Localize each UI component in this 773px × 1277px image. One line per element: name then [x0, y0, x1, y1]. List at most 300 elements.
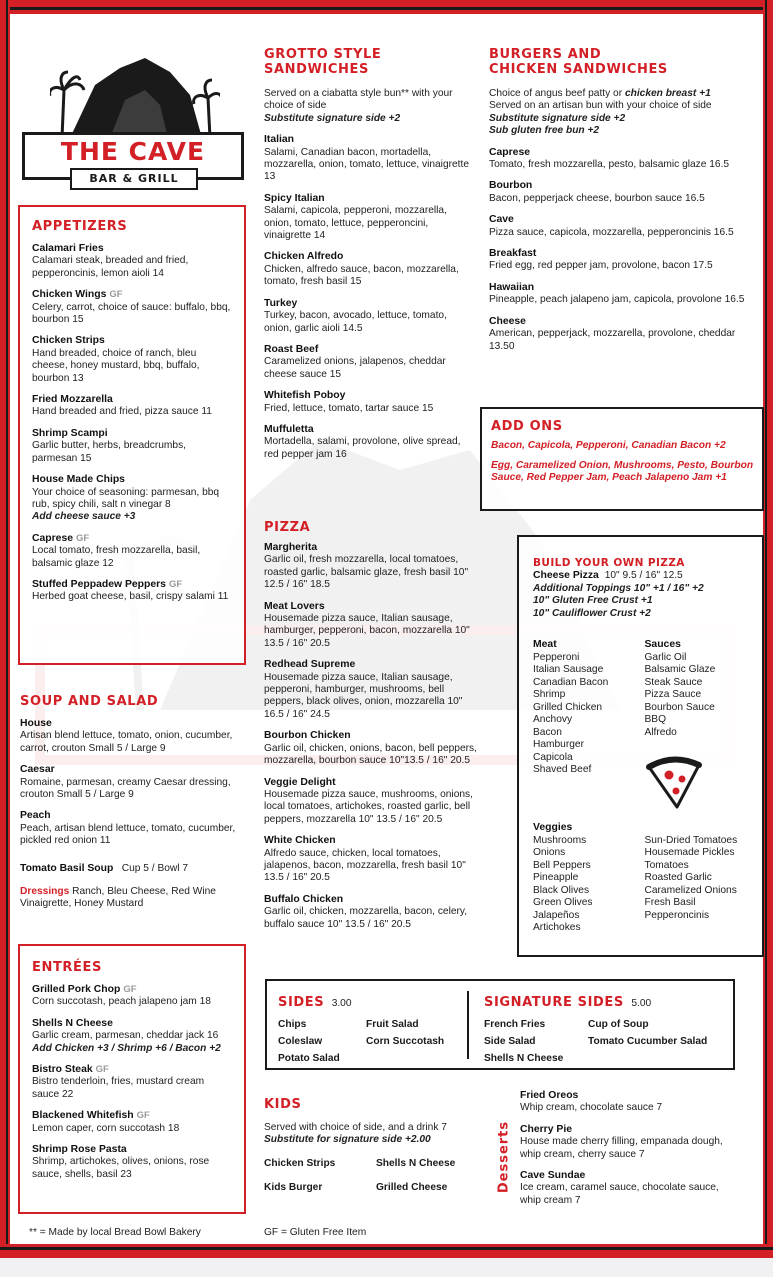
brand-subtitle: BAR & GRILL [70, 168, 198, 190]
topping-item: Bourbon Sauce [644, 701, 715, 713]
grid-item: Cup of Soup [588, 1019, 649, 1030]
menu-item [489, 248, 755, 273]
item-name-text: Grilled Pork Chop [32, 984, 121, 995]
item-name [489, 316, 755, 328]
topping-item: Housemade Pickles [644, 847, 735, 858]
topping-item: Shrimp [533, 689, 566, 700]
grid-item [366, 1053, 454, 1064]
item-description: American, pepperjack, mozzarella, provolone, cheddar 13.50 [489, 328, 736, 352]
item-description: Housemade pizza sauce, Italian sausage, hamburger, pepperoni, bacon, mozzarella 10" 13.5 / 16" 20.5 [264, 613, 470, 649]
grotto-section [264, 47, 476, 461]
byo-meat-sauce-columns [533, 639, 754, 816]
item-description: Corn succotash, peach jalapeno jam 18 [32, 996, 211, 1008]
item-name [264, 601, 478, 613]
menu-item [264, 659, 478, 721]
item-name [32, 1110, 234, 1122]
topping-item: Roasted Garlic [644, 872, 712, 883]
cave-rock-icon [50, 50, 220, 140]
item-name-text: Spicy Italian [264, 192, 325, 204]
burgers-intro-e: Sub gluten free bun +2 [489, 125, 600, 137]
menu-item [20, 718, 246, 755]
grid-item: Coleslaw [278, 1036, 323, 1047]
signature-sides-price: 5.00 [631, 998, 652, 1009]
add-ons-line1: Bacon, Capicola, Pepperoni, Canadian Bacon +2 [491, 440, 726, 451]
topping-item: Bell Peppers [533, 859, 591, 871]
burgers-title-line1: BURGERS AND [489, 47, 602, 62]
burgers-intro-b: chicken breast +1 [624, 88, 711, 99]
menu-item [32, 1018, 234, 1055]
item-name-text: Margherita [264, 542, 318, 553]
burgers-section [489, 47, 755, 353]
grid-item: Side Salad [484, 1036, 536, 1047]
item-name [489, 248, 755, 260]
item-name-text: House Made Chips [32, 474, 125, 486]
topping-item: Pineapple [533, 872, 579, 883]
item-description: Pineapple, peach jalapeno jam, capicola, provolone 16.5 [489, 294, 745, 306]
grotto-title-line2: SANDWICHES [264, 62, 369, 77]
item-name-text: Peach [20, 810, 51, 822]
item-name-text: Blackened Whitefish [32, 1110, 134, 1122]
soup-name: Tomato Basil Soup [20, 862, 114, 874]
frame-right-border [763, 0, 773, 1258]
item-description: Fried, lettuce, tomato, tartar sauce 15 [264, 402, 434, 414]
menu-item [32, 1144, 234, 1181]
signature-sides-header [484, 993, 734, 1011]
item-name [20, 718, 246, 730]
item-description: Whip cream, chocolate sauce 7 [520, 1102, 663, 1114]
item-description: Romaine, parmesan, creamy Caesar dressing, crouton Small 5 / Large 9 [20, 776, 231, 801]
item-name [264, 777, 478, 789]
menu-item [32, 474, 234, 524]
item-name-text: Stuffed Peppadew Peppers [32, 578, 166, 590]
item-description: Chicken, alfredo sauce, bacon, mozzarella, tomato, fresh basil 15 [264, 263, 459, 288]
appetizers-list [32, 243, 234, 604]
topping-item: Pepperoncinis [644, 909, 710, 921]
item-name-text: Shrimp Rose Pasta [32, 1144, 127, 1156]
grid-item: Tomato Cucumber Salad [588, 1036, 708, 1047]
item-name-text: Redhead Supreme [264, 659, 356, 671]
signature-sides-block [484, 993, 734, 1064]
item-name-text: Caesar [20, 764, 55, 776]
sides-title: SIDES [278, 995, 325, 1010]
burgers-list [489, 147, 755, 353]
item-name [520, 1170, 742, 1182]
item-name [264, 730, 478, 742]
topping-item: Black Olives [533, 884, 590, 896]
byo-cheese-line [533, 570, 754, 583]
item-name-text: Meat Lovers [264, 600, 325, 612]
item-description: Garlic oil, fresh mozzarella, local tomatoes, roasted garlic, balsamic glaze, fresh basil 10" 12.5 / 16" 18.5 [264, 554, 469, 591]
topping-item: Pizza Sauce [644, 689, 702, 700]
item-name-text: Bourbon [489, 180, 533, 192]
menu-item [489, 180, 755, 205]
soup-salad-section [20, 694, 246, 910]
menu-item [32, 579, 234, 604]
item-description: Your choice of seasoning: parmesan, bbq rub, spicy chili, salt n vinegar 8 [32, 486, 220, 510]
sides-block [278, 993, 468, 1064]
burgers-title-line2: CHICKEN SANDWICHES [489, 62, 668, 77]
add-ons-section [480, 407, 764, 511]
kids-intro: Served with choice of side, and a drink 7 [264, 1122, 447, 1133]
desserts-list [520, 1090, 742, 1207]
item-name [32, 243, 234, 255]
grotto-intro-extra: Substitute signature side +2 [264, 112, 401, 124]
soup-item [20, 858, 246, 876]
item-addon: Add cheese sauce +3 [32, 511, 136, 523]
topping-item: Hamburger [533, 739, 584, 750]
grid-item: Grilled Cheese [376, 1181, 448, 1193]
item-name [489, 282, 755, 294]
topping-item: Pepperoni [533, 651, 580, 663]
item-name [264, 835, 478, 847]
item-name-text: Veggie Delight [264, 776, 336, 788]
gluten-free-badge: GF [168, 578, 183, 590]
menu-item [489, 316, 755, 353]
item-name-text: Shells N Cheese [32, 1017, 113, 1029]
byo-sauce-column [643, 639, 755, 816]
item-description: Alfredo sauce, chicken, local tomatoes, jalapenos, bacon, mozzarella, fresh basil 10" 13.5 / 16" 20.5 [264, 847, 466, 884]
menu-item [520, 1090, 742, 1115]
grotto-list [264, 134, 476, 461]
salad-list [20, 718, 246, 848]
byo-gf-crust: 10" Gluten Free Crust +1 [533, 595, 653, 606]
pizza-slice-icon [643, 751, 707, 811]
byo-pizza-title: BUILD YOUR OWN PIZZA [533, 557, 685, 569]
menu-item [20, 810, 246, 847]
menu-item [520, 1170, 742, 1207]
item-name-text: Breakfast [489, 248, 537, 260]
item-name-text: Chicken Alfredo [264, 251, 344, 263]
item-name-text: Italian [264, 134, 295, 146]
item-name [264, 659, 478, 671]
menu-item [264, 424, 476, 461]
item-addon: Add Chicken +3 / Shrimp +6 / Bacon +2 [32, 1042, 221, 1054]
frame-bottom-border [0, 1244, 773, 1258]
grotto-intro: Served on a ciabatta style bun** with your choice of side [264, 88, 453, 112]
gluten-free-badge: GF [123, 984, 137, 995]
signature-sides-grid [484, 1019, 734, 1064]
menu-item [264, 251, 476, 288]
item-name [520, 1090, 742, 1102]
menu-item [264, 298, 476, 335]
topping-item: Onions [533, 847, 566, 858]
topping-item: Jalapeños [533, 909, 580, 921]
item-name-text: Caprese [32, 532, 74, 544]
pizza-list [264, 542, 478, 931]
item-name [32, 1064, 234, 1076]
item-description: Artisan blend lettuce, tomato, onion, cucumber, carrot, crouton Small 5 / Large 9 [20, 730, 233, 754]
sides-divider [467, 991, 469, 1059]
item-description: Pizza sauce, capicola, mozzarella, pepperoncinis 16.5 [489, 226, 734, 238]
menu-item [264, 601, 478, 651]
item-description: Housemade pizza sauce, mushrooms, onions, local tomatoes, artichokes, roasted garlic, bell peppers, mozzarella 10" 13.5 / 16" 20.5 [264, 788, 473, 825]
item-description: Garlic oil, chicken, mozzarella, bacon, celery, buffalo sauce 10" 13.5 / 16" 20.5 [264, 906, 468, 930]
grid-item [588, 1053, 728, 1064]
byo-cheese-label: Cheese Pizza [533, 570, 599, 581]
desserts-section [520, 1090, 742, 1207]
menu-item [264, 730, 478, 767]
byo-veggies-title: Veggies [533, 822, 573, 833]
menu-item [520, 1124, 742, 1161]
item-description: Mortadella, salami, provolone, olive spread, red pepper jam 16 [264, 436, 461, 460]
item-name [32, 394, 234, 406]
item-description: Housemade pizza sauce, Italian sausage, pepperoni, hamburger, mushrooms, bell peppers, black olives, onion, mozzarella 10" 16.5 / 16" 24.5 [264, 671, 463, 720]
menu-item [264, 344, 476, 381]
grid-item: Corn Succotash [366, 1036, 445, 1047]
topping-item: Artichokes [533, 922, 581, 933]
item-description: Ice cream, caramel sauce, chocolate sauce, whip cream 7 [520, 1182, 719, 1206]
pizza-title: PIZZA [264, 520, 311, 535]
menu-item [32, 984, 234, 1009]
desserts-title: Desserts [496, 1120, 512, 1194]
burgers-intro-c: Served on an artisan bun with your choice of side [489, 100, 712, 112]
item-description: Lemon caper, corn succotash 18 [32, 1122, 180, 1134]
menu-item [32, 533, 234, 570]
item-name-text: Turkey [264, 297, 298, 309]
item-description: Herbed goat cheese, basil, crispy salami 11 [32, 591, 229, 603]
topping-item: Balsamic Glaze [644, 664, 716, 675]
bread-footnote: ** = Made by local Bread Bowl Bakery [29, 1227, 201, 1238]
entrees-list [32, 984, 234, 1181]
dressings-list: Ranch, Bleu Cheese, Red Wine Vinaigrette, Honey Mustard [20, 885, 216, 910]
topping-item: Steak Sauce [644, 676, 703, 688]
item-name [32, 1018, 234, 1030]
gluten-free-badge: GF [136, 1110, 150, 1122]
byo-pizza-section [517, 535, 764, 957]
entrees-section [18, 944, 246, 1214]
pizza-section [264, 520, 478, 931]
kids-grid [264, 1158, 484, 1193]
burgers-intro-1 [489, 88, 755, 100]
item-name [20, 764, 246, 776]
item-name-text: Cheese [489, 315, 526, 327]
add-ons-title: ADD ONS [491, 419, 563, 434]
item-description: Salami, capicola, pepperoni, mozzarella, onion, tomato, lettuce, pepperoncini, vinaigrette 14 [264, 205, 447, 242]
topping-item: Green Olives [533, 897, 593, 908]
item-name-text: Whitefish Poboy [264, 390, 346, 402]
menu-item [264, 542, 478, 592]
item-name-text: Cave Sundae [520, 1170, 586, 1182]
item-description: Turkey, bacon, avocado, lettuce, tomato, onion, garlic aioli 14.5 [264, 310, 447, 334]
item-name-text: Caprese [489, 146, 531, 158]
gluten-free-badge: GF [76, 532, 90, 544]
menu-item [20, 764, 246, 801]
item-description: Garlic cream, parmesan, cheddar jack 16 [32, 1030, 219, 1042]
sides-grid [278, 1019, 468, 1064]
menu-item [264, 777, 478, 827]
item-description: Fried egg, red pepper jam, provolone, bacon 17.5 [489, 260, 713, 272]
gluten-free-badge: GF [109, 289, 123, 301]
burgers-intro-d: Substitute signature side +2 [489, 112, 626, 124]
item-description: Tomato, fresh mozzarella, pesto, balsamic glaze 16.5 [489, 159, 730, 171]
dressings-label: Dressings [20, 885, 70, 897]
item-description: Garlic butter, herbs, breadcrumbs, parmesan 15 [32, 440, 187, 464]
item-name [264, 424, 476, 436]
item-name [32, 428, 234, 440]
topping-item: Sun-Dried Tomatoes [644, 834, 738, 846]
item-description: Caramelized onions, jalapenos, cheddar cheese sauce 15 [264, 356, 446, 380]
item-name [489, 214, 755, 226]
byo-veggie-columns [533, 822, 754, 935]
byo-meat-column [533, 639, 643, 816]
item-description: Peach, artisan blend lettuce, tomato, cucumber, pickled red onion 11 [20, 822, 236, 847]
item-name-text: Roast Beef [264, 343, 319, 355]
byo-cheese-price: 10" 9.5 / 16" 12.5 [604, 570, 683, 581]
byo-cauliflower-crust: 10" Cauliflower Crust +2 [533, 607, 651, 619]
item-name-text: Buffalo Chicken [264, 893, 344, 905]
topping-item: Italian Sausage [533, 664, 604, 675]
grid-item: French Fries [484, 1019, 546, 1030]
grid-item: Shells N Cheese [484, 1053, 564, 1064]
item-name [32, 474, 234, 486]
item-name-text: Chicken Strips [32, 335, 105, 347]
item-description: Shrimp, artichokes, olives, onions, rose sauce, shells, basil 23 [32, 1156, 210, 1180]
item-name-text: Cave [489, 214, 514, 226]
topping-item: Alfredo [644, 726, 677, 738]
burgers-intro-a: Choice of angus beef patty or [489, 88, 623, 99]
menu-item [489, 147, 755, 172]
kids-section [264, 1097, 484, 1193]
menu-item [264, 134, 476, 184]
meat-list [533, 652, 643, 777]
item-name [20, 810, 246, 822]
item-description: Local tomato, fresh mozzarella, basil, balsamic glaze 12 [32, 545, 201, 569]
menu-item [264, 894, 478, 931]
item-name [32, 1144, 234, 1156]
menu-item [32, 335, 234, 385]
topping-item: Bacon [533, 726, 562, 738]
kids-title: KIDS [264, 1097, 302, 1112]
menu-item [489, 282, 755, 307]
topping-item: Tomatoes [644, 859, 689, 871]
item-description: Bistro tenderloin, fries, mustard cream sauce 22 [32, 1076, 205, 1100]
item-name-text: Calamari Fries [32, 243, 104, 254]
topping-item: Caramelized Onions [644, 884, 737, 896]
byo-veggie-column-b [643, 822, 755, 935]
topping-item: Garlic Oil [644, 651, 687, 663]
byo-veggie-column-a [533, 822, 643, 935]
add-ons-line2: Egg, Caramelized Onion, Mushrooms, Pesto, Bourbon Sauce, Red Pepper Jam, Peach Jalapeno Jam +1 [491, 459, 754, 483]
item-description: Bacon, pepperjack cheese, bourbon sauce 16.5 [489, 192, 705, 204]
dressings-line [20, 886, 246, 911]
item-name [264, 193, 476, 205]
menu-item [264, 835, 478, 885]
menu-item [32, 394, 234, 419]
item-name [32, 289, 234, 301]
item-name [32, 984, 234, 996]
item-name [264, 390, 476, 402]
topping-item: Anchovy [533, 714, 573, 725]
item-name [264, 251, 476, 263]
item-name-text: House [20, 718, 52, 729]
desserts-title-vertical [494, 1093, 514, 1221]
item-name [32, 533, 234, 545]
item-description: Hand breaded and fried, pizza sauce 11 [32, 406, 212, 418]
veggie-list-b [645, 835, 755, 923]
grotto-title-line1: GROTTO STYLE [264, 47, 382, 62]
kids-intro-extra: Substitute for signature side +2.00 [264, 1134, 431, 1146]
topping-item: Fresh Basil [644, 897, 696, 908]
menu-item [32, 1110, 234, 1135]
appetizers-title: APPETIZERS [32, 219, 128, 234]
signature-sides-title: SIGNATURE SIDES [484, 995, 624, 1010]
byo-toppings-line: Additional Toppings 10" +1 / 16" +2 [533, 582, 704, 594]
grid-item: Kids Burger [264, 1181, 323, 1193]
item-name [264, 894, 478, 906]
gf-footnote: GF = Gluten Free Item [264, 1227, 367, 1238]
menu-item [32, 428, 234, 465]
item-name-text: Chicken Wings [32, 289, 107, 301]
item-name-text: Bourbon Chicken [264, 730, 351, 742]
item-name [489, 180, 755, 192]
item-name-text: Bistro Steak [32, 1064, 93, 1076]
item-name [264, 344, 476, 356]
item-name-text: Hawaiian [489, 281, 535, 293]
brand-name: THE CAVE [60, 137, 206, 166]
menu-item [32, 1064, 234, 1101]
item-description: Garlic oil, chicken, onions, bacon, bell peppers, mozzarella, bourbon sauce 10"13.5 / 16" 20.5 [264, 742, 477, 767]
grid-item: Chips [278, 1019, 307, 1030]
item-name-text: Fried Mozzarella [32, 394, 113, 406]
item-description: Celery, carrot, choice of sauce: buffalo, bbq, bourbon 15 [32, 301, 231, 326]
topping-item: Shaved Beef [533, 764, 592, 775]
topping-item: BBQ [644, 714, 667, 725]
entrees-title: ENTRÉES [32, 960, 102, 975]
item-description: House made cherry filling, empanada dough, whip cream, cherry sauce 7 [520, 1136, 723, 1160]
brand-logo [20, 50, 248, 185]
gluten-free-badge: GF [95, 1064, 109, 1076]
appetizers-section [18, 205, 246, 665]
topping-item: Canadian Bacon [533, 676, 609, 688]
sauce-list [645, 652, 755, 740]
item-name [264, 542, 478, 554]
soup-price: Cup 5 / Bowl 7 [121, 862, 189, 874]
byo-sauces-title: Sauces [644, 639, 681, 650]
item-name-text: Shrimp Scampi [32, 427, 108, 439]
grid-item: Chicken Strips [264, 1157, 336, 1169]
grid-item: Potato Salad [278, 1053, 340, 1064]
item-name [489, 147, 755, 159]
item-description: Hand breaded, choice of ranch, bleu cheese, honey mustard, bbq, buffalo, bourbon 13 [32, 347, 200, 384]
topping-item: Grilled Chicken [533, 701, 603, 713]
frame-top-border [0, 0, 773, 14]
frame-left-border [0, 0, 10, 1258]
veggie-list-a [533, 835, 643, 935]
item-name [264, 298, 476, 310]
item-name [520, 1124, 742, 1136]
item-name [32, 335, 234, 347]
grid-item: Shells N Cheese [376, 1157, 456, 1169]
menu-item [264, 390, 476, 415]
item-description: Calamari steak, breaded and fried, pepperoncinis, lemon aioli 14 [32, 255, 189, 279]
item-name-text: White Chicken [264, 835, 336, 847]
item-name [264, 134, 476, 146]
topping-item: Mushrooms [533, 834, 587, 846]
menu-item [32, 289, 234, 326]
item-description: Salami, Canadian bacon, mortadella, mozzarella, onion, tomato, lettuce, vinaigrette 13 [264, 146, 469, 183]
topping-item: Capicola [533, 751, 573, 763]
menu-item [489, 214, 755, 239]
page-margin-bottom [0, 1258, 773, 1277]
sides-price: 3.00 [331, 998, 352, 1009]
sides-header [278, 993, 468, 1011]
item-name-text: Muffuletta [264, 423, 314, 435]
grid-item: Fruit Salad [366, 1019, 419, 1030]
soup-salad-title: SOUP AND SALAD [20, 694, 159, 709]
sides-section [265, 979, 735, 1070]
menu-item [264, 193, 476, 243]
item-name [32, 579, 234, 591]
